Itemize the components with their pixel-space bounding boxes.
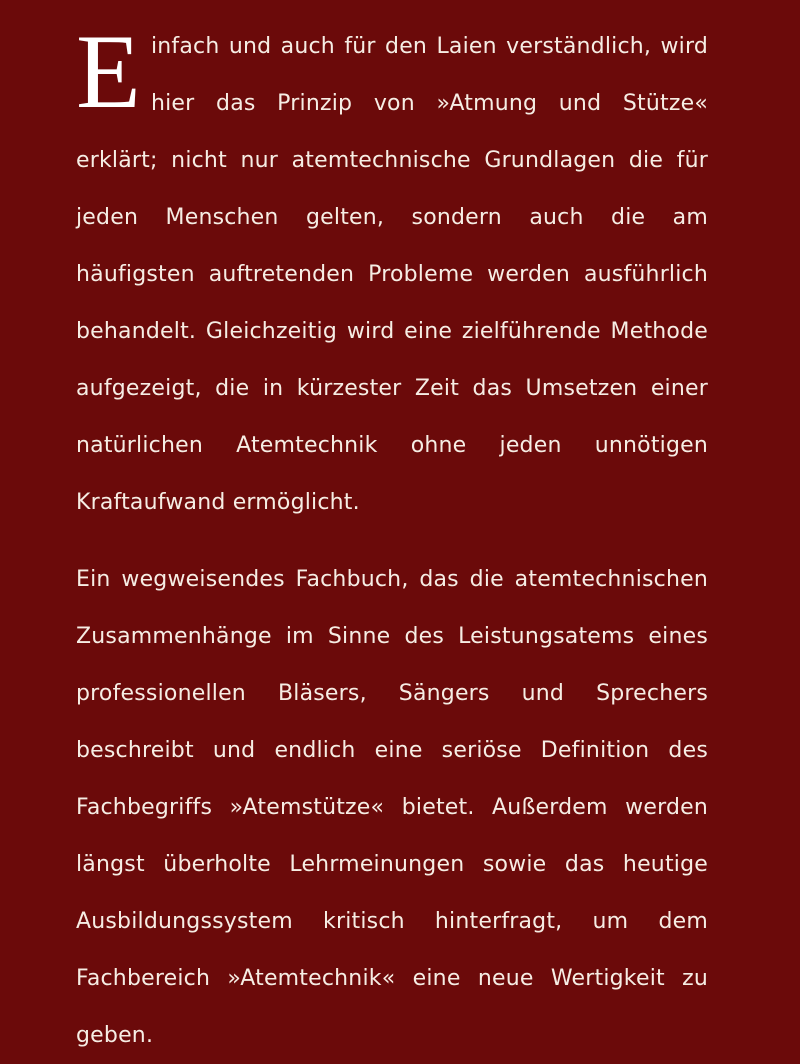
description-paragraph: Ein wegweisendes Fachbuch, das die atemtechnischen Zusammenhänge im Sinne des Leistungsatems eines professionellen Bläsers, Sängers und Sprechers beschreibt und endlich eine seriöse Definition des Fachbegriffs »Atemstütze« bietet. Außerdem werden längst überholte Lehrmeinungen sowie das heutige Ausbildungssystem kritisch hinterfragt, um dem Fachbereich »Atemtechnik« eine neue Wertigkeit zu geben. xyxy=(76,567,708,1048)
intro-paragraph xyxy=(76,13,708,531)
drop-cap-letter: E xyxy=(76,13,141,130)
intro-paragraph-text: infach und auch für den Laien verständlich, wird hier das Prinzip von »Atmung und Stütze« erklärt; nicht nur atemtechnische Grundlagen die für jeden Menschen gelten, sondern auch die am häufigsten auftretenden Probleme werden ausführlich behandelt. Gleichzeitig wird eine zielführende Methode aufgezeigt, die in kürzester Zeit das Umsetzen einer natürlichen Atemtechnik ohne jeden unnötigen Kraftaufwand ermöglicht. xyxy=(76,34,708,515)
